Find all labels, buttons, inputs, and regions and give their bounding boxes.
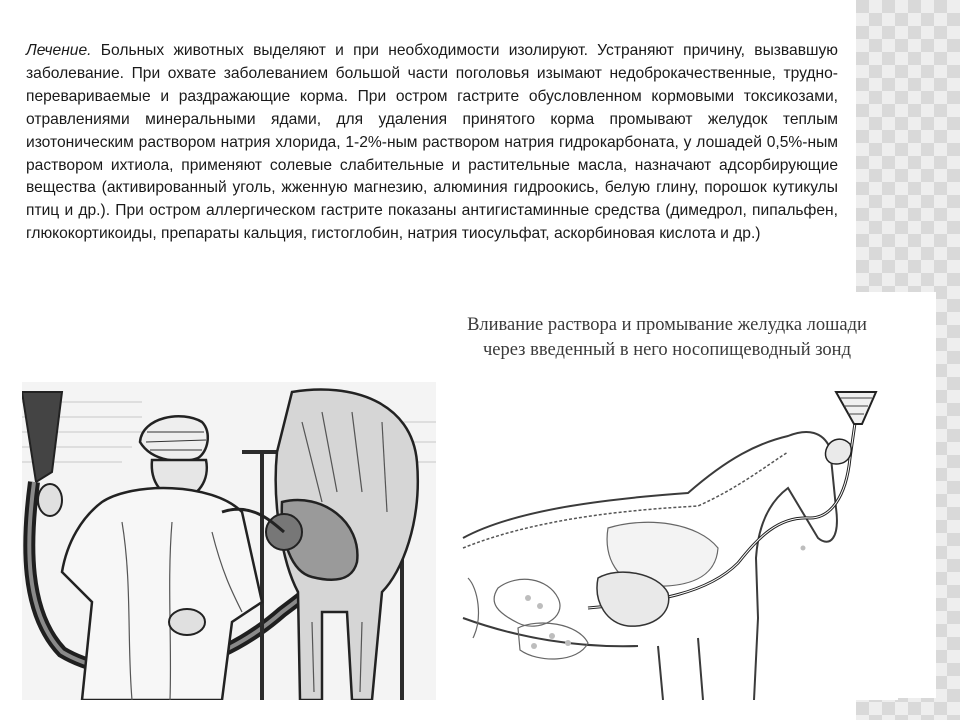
illustration-horse-anatomy	[458, 388, 898, 700]
body-paragraph	[26, 40, 838, 246]
illustration-veterinarian-horse	[22, 382, 436, 700]
body-text: Больных животных выделяют и при необходимости изолируют. Устраняют причину, вызвавшую заболевание. При охвате заболеванием большой части поголовья изымают недоброкачественные, трудноперевариваемые и раздражающие корма. При остром гастрите обусловленном кормовыми токсикозами, отравлениями минеральными ядами, для удаления принятого корма промывают желудок теплым изотоническим раствором натрия хлорида, 1-2%-ным раствором натрия гидрокарбоната, у лошадей 0,5%-ным раствором ихтиола, применяют солевые слабительные и растительные масла, назначают адсорбирующие вещества (активированный уголь, жженную магнезию, алюминия гидроокись, белую глину, порошок кутикулы птиц и др.). При остром аллергическом гастрите показаны антигистаминные средства (димедрол, пипальфен, глюкокортикоиды, препараты кальция, гистоглобин, натрия тиосульфат, аскорбиновая кислота и др.)	[26, 42, 838, 243]
lead-word: Лечение.	[26, 42, 92, 59]
figure-caption	[432, 313, 902, 363]
vet-horse-drawing	[22, 382, 436, 700]
caption-line-1: Вливание раствора и промывание желудка лошади	[467, 315, 867, 335]
caption-line-2: через введенный в него носопищеводный зонд	[482, 340, 851, 360]
horse-tube-diagram	[458, 388, 898, 700]
